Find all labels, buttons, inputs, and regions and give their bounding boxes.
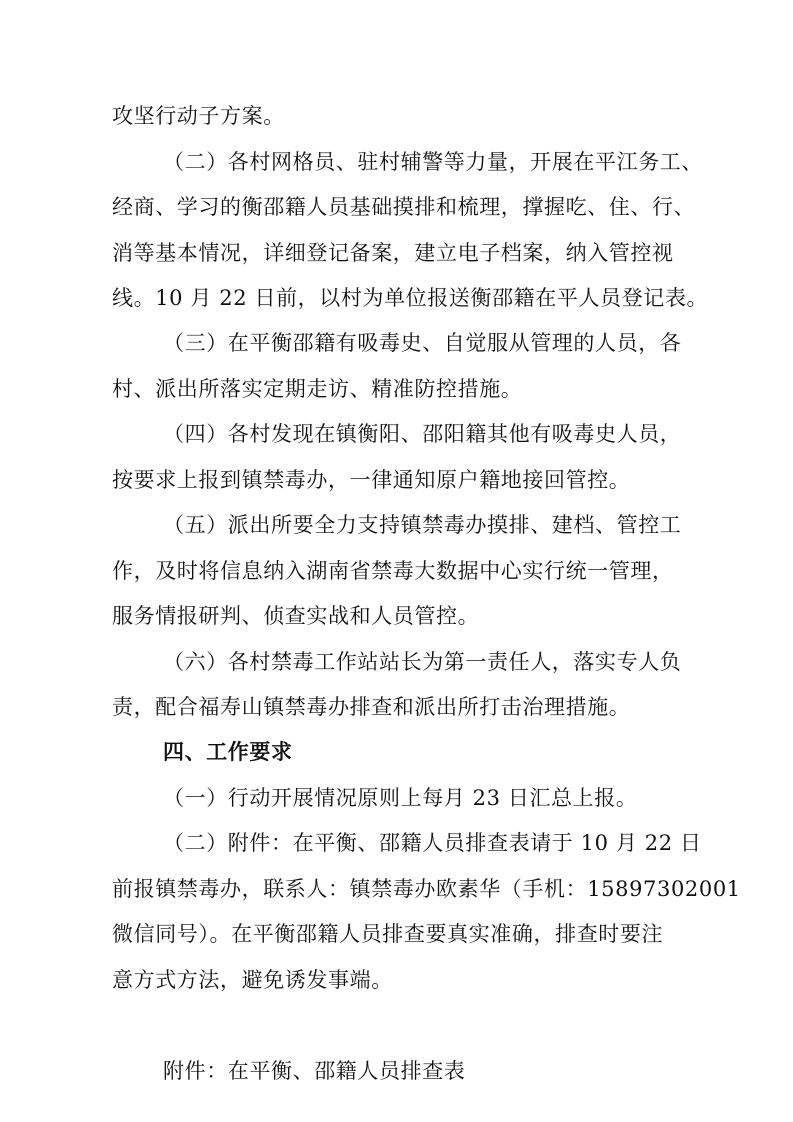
- paragraph-2-line-1: （二）各村网格员、驻村辅警等力量，开展在平江务工、: [163, 150, 703, 174]
- requirement-2-line-2: 前报镇禁毒办，联系人：镇禁毒办欧素华（手机：15897302001: [112, 877, 741, 901]
- paragraph-2-line-3: 消等基本情况，详细登记备案，建立电子档案，纳入管控视: [112, 241, 674, 265]
- paragraph-5-line-3: 服务情报研判、侦查实战和人员管控。: [112, 604, 480, 628]
- requirement-2-line-3: 微信同号）。在平衡邵籍人员排查要真实准确，排查时要注: [112, 922, 664, 946]
- paragraph-6-line-2: 责，配合福寿山镇禁毒办排查和派出所打击治理措施。: [112, 695, 631, 719]
- requirement-2-line-1: （二）附件：在平衡、邵籍人员排查表请于 10 月 22 日: [163, 831, 702, 855]
- paragraph-5-line-2: 作，及时将信息纳入湖南省禁毒大数据中心实行统一管理，: [112, 559, 674, 583]
- paragraph-3-line-1: （三）在平衡邵籍有吸毒史、自觉服从管理的人员，各: [163, 331, 682, 355]
- paragraph-6-line-1: （六）各村禁毒工作站站长为第一责任人，落实专人负: [163, 650, 682, 674]
- paragraph-2-line-2: 经商、学习的衡邵籍人员基础摸排和梳理，撑握吃、住、行、: [112, 195, 696, 219]
- section-heading: 四、工作要求: [163, 740, 293, 764]
- text-line-1: 攻坚行动子方案。: [112, 104, 285, 128]
- paragraph-2-line-4: 线。10 月 22 日前，以村为单位报送衡邵籍在平人员登记表。: [112, 286, 709, 310]
- paragraph-4-line-2: 按要求上报到镇禁毒办，一律通知原户籍地接回管控。: [112, 468, 631, 492]
- paragraph-3-line-2: 村、派出所落实定期走访、精准防控措施。: [112, 377, 523, 401]
- requirement-2-line-4: 意方式方法，避免诱发事端。: [112, 968, 393, 992]
- paragraph-5-line-1: （五）派出所要全力支持镇禁毒办摸排、建档、管控工: [163, 513, 682, 537]
- paragraph-4-line-1: （四）各村发现在镇衡阳、邵阳籍其他有吸毒史人员，: [163, 422, 682, 446]
- requirement-1-line-1: （一）行动开展情况原则上每月 23 日汇总上报。: [163, 786, 638, 810]
- attachment-note: 附件：在平衡、邵籍人员排查表: [163, 1059, 466, 1083]
